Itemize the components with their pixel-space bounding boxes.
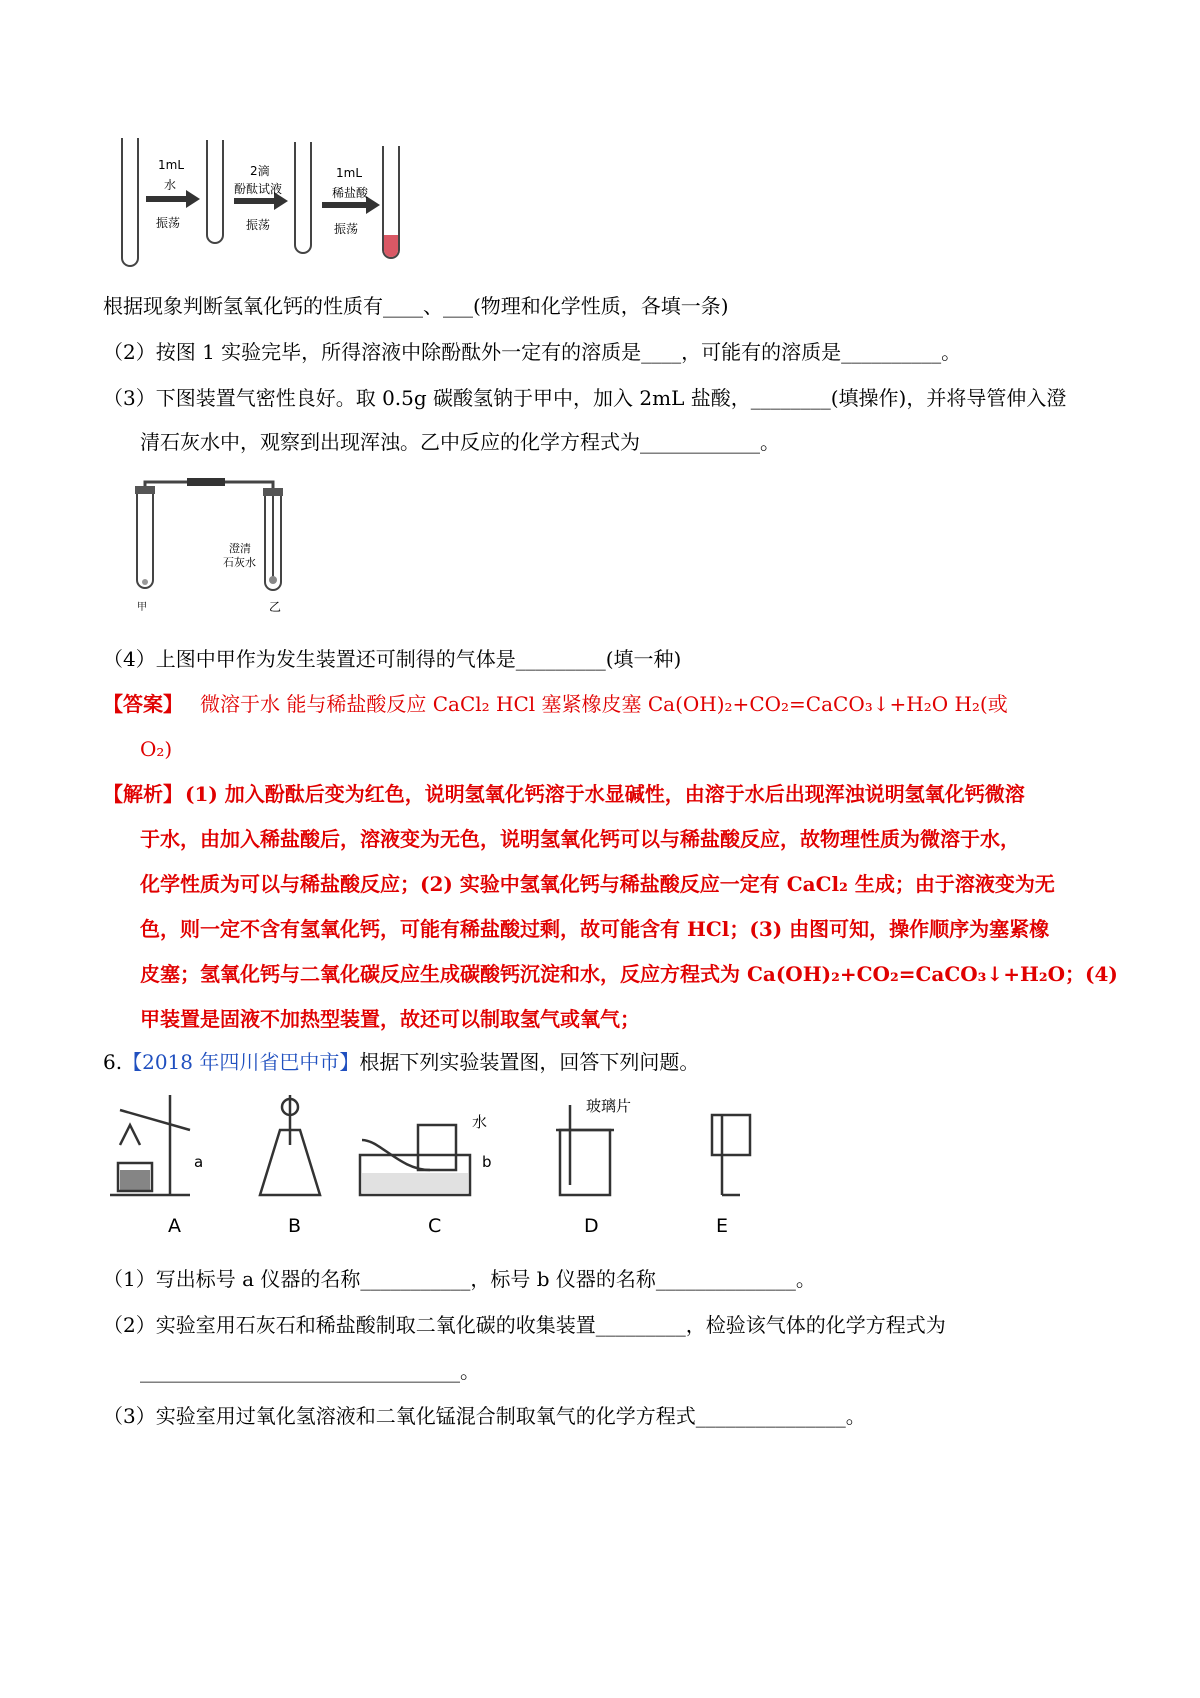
q5-subquestion-2: （2）按图 1 实验完毕，所得溶液中除酚酞外一定有的溶质是____，可能有的溶质是__________。 [103, 340, 962, 364]
limewater-label-line2: 石灰水 [223, 556, 256, 569]
apparatus-label-jia: 甲 [137, 602, 147, 613]
q6-stem: 根据下列实验装置图，回答下列问题。 [359, 1050, 700, 1074]
analysis-line3: 化学性质为可以与稀盐酸反应；(2) 实验中氢氧化钙与稀盐酸反应一定有 CaCl₂ 生成；由于溶液变为无 [140, 872, 1055, 896]
apparatus-label-a: a [194, 1153, 204, 1171]
step1-label-reagent: 水 [164, 178, 177, 192]
step3-label-action: 振荡 [334, 222, 359, 236]
analysis-line1: (1) 加入酚酞后变为红色，说明氢氧化钙溶于水显碱性，由溶于水后出现浑浊说明氢氧化钙微溶 [185, 782, 1025, 806]
analysis-line4: 色，则一定不含有氢氧化钙，可能有稀盐酸过剩，故可能含有 HCl；(3) 由图可知，操作顺序为塞紧橡 [140, 917, 1050, 941]
answer-tag: 【答案】 [103, 692, 183, 716]
q6-subquestion-2-line1: （2）实验室用石灰石和稀盐酸制取二氧化碳的收集装置_________，检验该气体的化学方程式为 [103, 1313, 946, 1337]
q5-subquestion-3-line1: （3）下图装置气密性良好。取 0.5g 碳酸氢钠于甲中，加入 2mL 盐酸，________(填操作)，并将导管伸入澄 [103, 386, 1067, 410]
apparatus-label-water: 水 [472, 1113, 488, 1131]
step2-label-action: 振荡 [246, 218, 271, 232]
step2-label-amount: 2滴 [250, 164, 270, 178]
q6-source: 【2018 年四川省巴中市】 [122, 1050, 360, 1074]
apparatus-a-to-e-figure [100, 1085, 800, 1245]
gas-apparatus-figure [125, 470, 305, 620]
analysis-line2: 于水，由加入稀盐酸后，溶液变为无色，说明氢氧化钙可以与稀盐酸反应，故物理性质为微溶于水， [140, 827, 1020, 851]
q5-properties-line: 根据现象判断氢氧化钙的性质有____、___(物理和化学性质，各填一条) [103, 294, 729, 318]
step2-label-reagent: 酚酞试液 [234, 182, 283, 196]
analysis-line5: 皮塞；氢氧化钙与二氧化碳反应生成碳酸钙沉淀和水，反应方程式为 Ca(OH)₂+CO₂=CaCO₃↓+H₂O；(4) [140, 962, 1118, 986]
apparatus-letter-e: E [716, 1215, 729, 1237]
step1-label-action: 振荡 [156, 216, 181, 230]
apparatus-letter-a: A [168, 1215, 181, 1237]
analysis-line6: 甲装置是固液不加热型装置，故还可以制取氢气或氧气； [140, 1007, 640, 1031]
apparatus-label-yi: 乙 [269, 600, 282, 614]
apparatus-letter-d: D [584, 1215, 599, 1237]
apparatus-label-glass: 玻璃片 [586, 1097, 632, 1115]
step3-label-reagent: 稀盐酸 [332, 186, 369, 200]
apparatus-letter-c: C [428, 1215, 442, 1237]
answer-line1: 微溶于水 能与稀盐酸反应 CaCl₂ HCl 塞紧橡皮塞 Ca(OH)₂+CO₂=CaCO₃↓+H₂O H₂(或 [200, 692, 1008, 716]
apparatus-letter-b: B [288, 1215, 302, 1237]
q6-number: 6. [103, 1050, 123, 1074]
q6-header [103, 1048, 699, 1076]
test-tube-sequence-figure [110, 130, 430, 280]
step1-label-amount: 1mL [158, 158, 185, 172]
limewater-label-line1: 澄清 [229, 542, 251, 555]
q5-subquestion-4: （4）上图中甲作为发生装置还可制得的气体是_________(填一种) [103, 647, 682, 671]
analysis-tag: 【解析】 [103, 782, 183, 806]
q6-subquestion-2-line2: ________________________________。 [140, 1359, 480, 1383]
step3-label-amount: 1mL [336, 166, 363, 180]
q5-subquestion-3-line2: 清石灰水中，观察到出现浑浊。乙中反应的化学方程式为____________。 [140, 430, 780, 454]
answer-line2: O₂) [140, 737, 173, 761]
q6-subquestion-3: （3）实验室用过氧化氢溶液和二氧化锰混合制取氧气的化学方程式_______________。 [103, 1404, 866, 1428]
apparatus-label-b: b [482, 1153, 492, 1171]
q6-subquestion-1: （1）写出标号 a 仪器的名称___________，标号 b 仪器的名称______________。 [103, 1267, 816, 1291]
